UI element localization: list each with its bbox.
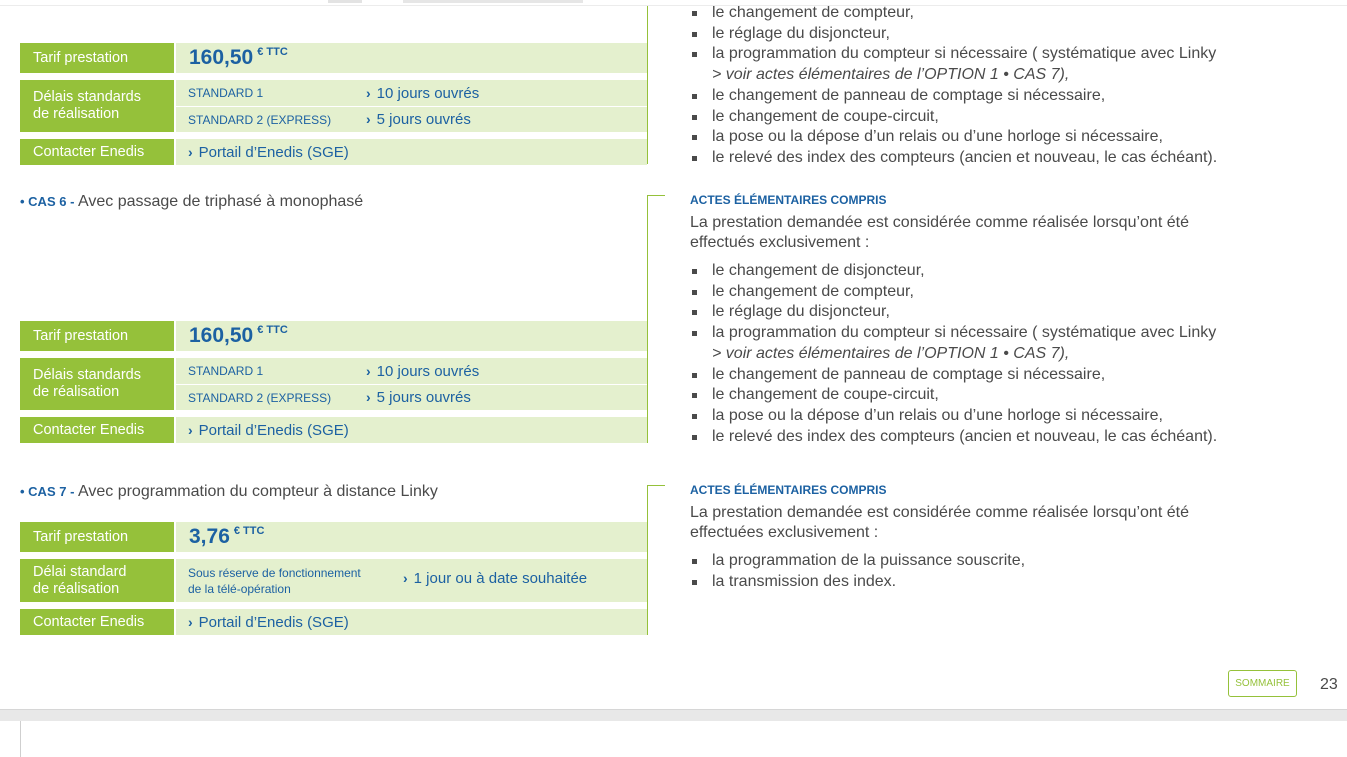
price-amount: 160,50 — [189, 324, 254, 347]
bullet-item — [690, 551, 1290, 572]
cas7-intro-line1: La prestation demandée est considérée comme réalisée lorsqu’ont été — [690, 504, 1189, 521]
bullet-item — [690, 282, 1290, 303]
bullet-note: > voir actes élémentaires de l’OPTION 1 • CAS 7), — [712, 66, 1070, 84]
cas7-intro-line2: effectuées exclusivement : — [690, 524, 879, 541]
cas6-title: Avec passage de triphasé à monophasé — [74, 193, 364, 210]
price-unit: € TTC — [257, 324, 288, 336]
sommaire-button[interactable]: SOMMAIRE — [1228, 670, 1297, 697]
contact-row — [20, 609, 647, 635]
cas7-intro — [690, 503, 1250, 543]
bullet-text: le réglage du disjoncteur, — [712, 303, 890, 321]
delai-label-line1: Délai standard — [33, 563, 127, 580]
bullet-text: la programmation de la puissance souscrite, — [712, 552, 1026, 569]
standard1-row — [176, 80, 647, 106]
contact-value-cell[interactable] — [176, 139, 647, 165]
delais-label-line1: Délais standards — [33, 89, 141, 105]
reserve-note-line1: Sous réserve de fonctionnement — [188, 566, 361, 580]
bullet-note: > voir actes élémentaires de l’OPTION 1 • CAS 7), — [712, 344, 1070, 362]
tarif-price — [176, 46, 288, 70]
price-amount: 3,76 — [189, 525, 230, 548]
tarif-row — [20, 321, 647, 351]
next-page — [0, 721, 1347, 757]
contact-link-text[interactable]: Portail d’Enedis (SGE) — [198, 613, 349, 631]
bullet-item — [690, 302, 1290, 323]
standard2-value — [366, 389, 471, 406]
next-page-margin-line — [20, 721, 21, 757]
cas7-bullet-list — [690, 551, 1290, 592]
cas6-actes-title: ACTES ÉLÉMENTAIRES COMPRIS — [690, 193, 887, 207]
bracket-line — [647, 195, 648, 443]
reserve-note-line2: de la télé-opération — [188, 582, 291, 596]
standard2-row — [176, 384, 647, 410]
bullet-text: la programmation du compteur si nécessaire ( systématique avec Linky — [712, 45, 1217, 63]
chevron-right-icon: › — [366, 389, 371, 405]
bullet-item — [690, 107, 1290, 128]
bullet-item — [690, 406, 1290, 427]
contact-link-text[interactable]: Portail d’Enedis (SGE) — [198, 421, 349, 439]
contact-label: Contacter Enedis — [20, 417, 174, 443]
bullet-text: le changement de compteur, — [712, 282, 914, 300]
delais-value-cell — [176, 358, 647, 410]
chevron-right-icon: › — [188, 421, 193, 438]
tarif-price — [176, 324, 288, 348]
tarif-table-cas5 — [20, 43, 647, 165]
delais-label — [20, 358, 174, 410]
cas7-actes-title: ACTES ÉLÉMENTAIRES COMPRIS — [690, 483, 887, 497]
delais-label-line2: de réalisation — [33, 384, 120, 400]
bullet-text: le relevé des index des compteurs (ancien et nouveau, le cas échéant). — [712, 148, 1218, 166]
bullet-item — [690, 572, 1290, 593]
bullet-text: le changement de compteur, — [712, 6, 914, 21]
bracket-line — [647, 195, 665, 196]
bracket-line — [647, 6, 648, 164]
standard2-value-text: 5 jours ouvrés — [376, 389, 471, 406]
bullet-item — [690, 86, 1290, 107]
tarif-value-cell — [176, 43, 647, 73]
contact-label: Contacter Enedis — [20, 139, 174, 165]
tarif-value-cell — [176, 522, 647, 552]
contact-link[interactable] — [176, 614, 349, 631]
viewer-tab-b[interactable] — [403, 0, 583, 3]
cas7-heading — [20, 483, 438, 501]
tarif-row — [20, 43, 647, 73]
standard2-value-text: 5 jours ouvrés — [376, 111, 471, 128]
bracket-line — [647, 485, 665, 486]
bullet-item — [690, 127, 1290, 148]
chevron-right-icon: › — [188, 613, 193, 630]
cas6-bullet-list — [690, 261, 1290, 447]
cas6-intro — [690, 213, 1250, 253]
delai-row — [20, 559, 647, 602]
standard1-value — [366, 363, 479, 380]
delai-value — [403, 570, 587, 587]
bullet-text: la pose ou la dépose d’un relais ou d’une horloge si nécessaire, — [712, 128, 1163, 146]
bullet-item — [690, 6, 1290, 24]
bullet-text: le relevé des index des compteurs (ancien et nouveau, le cas échéant). — [712, 427, 1218, 445]
bullet-item — [690, 44, 1290, 85]
chevron-right-icon: › — [366, 84, 371, 101]
tarif-row — [20, 522, 647, 552]
contact-link[interactable] — [176, 144, 349, 161]
contact-label: Contacter Enedis — [20, 609, 174, 635]
delais-label-line2: de réalisation — [33, 106, 120, 122]
delais-label-line1: Délais standards — [33, 367, 141, 383]
cas6-tag: • CAS 6 - — [20, 194, 75, 209]
top-bullet-list — [690, 6, 1290, 169]
delai-value-text: 1 jour ou à date souhaitée — [413, 570, 588, 587]
standard2-label: STANDARD 2 (EXPRESS) — [188, 112, 332, 127]
cas7-title: Avec programmation du compteur à distance Linky — [74, 483, 438, 500]
bullet-item — [690, 385, 1290, 406]
cas6-heading — [20, 193, 363, 211]
page-number: 23 — [1320, 676, 1338, 693]
cas7-tag: • CAS 7 - — [20, 484, 75, 499]
bullet-item — [690, 261, 1290, 282]
chevron-right-icon: › — [366, 362, 371, 379]
chevron-right-icon: › — [366, 111, 371, 127]
bullet-text: la pose ou la dépose d’un relais ou d’une horloge si nécessaire, — [712, 406, 1163, 424]
bullet-text: le changement de panneau de comptage si nécessaire, — [712, 86, 1106, 104]
standard1-row — [176, 358, 647, 384]
price-unit: € TTC — [233, 525, 265, 537]
chevron-right-icon: › — [403, 570, 408, 586]
bullet-item — [690, 365, 1290, 386]
viewer-tab-a[interactable] — [328, 0, 362, 3]
tarif-label: Tarif prestation — [20, 321, 174, 351]
delais-row — [20, 80, 647, 132]
bullet-text: le changement de coupe-circuit, — [712, 386, 939, 404]
bullet-text: la transmission des index. — [712, 572, 897, 590]
tarif-label: Tarif prestation — [20, 522, 174, 552]
standard1-value-text: 10 jours ouvrés — [376, 84, 480, 102]
bullet-item — [690, 24, 1290, 45]
delai-label-line2: de réalisation — [33, 580, 120, 597]
cas6-intro-line2: effectués exclusivement : — [690, 234, 870, 251]
bullet-item — [690, 323, 1290, 364]
reserve-note — [188, 565, 361, 597]
cas6-intro-line1: La prestation demandée est considérée comme réalisée lorsqu’ont été — [690, 214, 1189, 231]
standard1-value-text: 10 jours ouvrés — [376, 362, 480, 380]
bullet-text: la programmation du compteur si nécessaire ( systématique avec Linky — [712, 324, 1217, 342]
delai-label — [20, 559, 174, 602]
chevron-right-icon: › — [188, 143, 193, 160]
standard1-label: STANDARD 1 — [188, 364, 264, 378]
standard2-label: STANDARD 2 (EXPRESS) — [188, 390, 332, 405]
bracket-line — [647, 485, 648, 635]
page-separator — [0, 709, 1347, 721]
contact-link-text[interactable]: Portail d’Enedis (SGE) — [198, 143, 349, 161]
tarif-table-cas7 — [20, 522, 647, 635]
contact-link[interactable] — [176, 422, 349, 439]
bullet-text: le changement de coupe-circuit, — [712, 107, 939, 125]
delais-row — [20, 358, 647, 410]
standard2-value — [366, 111, 471, 128]
tarif-table-cas6 — [20, 321, 647, 443]
bullet-text: le changement de disjoncteur, — [712, 262, 925, 279]
delai-value-cell — [176, 559, 647, 602]
contact-row — [20, 139, 647, 165]
tarif-price — [176, 525, 264, 549]
contact-value-cell[interactable] — [176, 417, 647, 443]
tarif-value-cell — [176, 321, 647, 351]
bullet-item — [690, 427, 1290, 448]
standard1-value — [366, 85, 479, 102]
document-page — [0, 6, 1347, 709]
delais-label — [20, 80, 174, 132]
bullet-text: le réglage du disjoncteur, — [712, 24, 890, 42]
price-unit: € TTC — [257, 46, 288, 58]
price-amount: 160,50 — [189, 46, 254, 69]
bullet-item — [690, 148, 1290, 169]
contact-value-cell[interactable] — [176, 609, 647, 635]
tarif-label: Tarif prestation — [20, 43, 174, 73]
contact-row — [20, 417, 647, 443]
bullet-text: le changement de panneau de comptage si nécessaire, — [712, 365, 1106, 383]
standard2-row — [176, 106, 647, 132]
standard1-label: STANDARD 1 — [188, 86, 264, 100]
delais-value-cell — [176, 80, 647, 132]
